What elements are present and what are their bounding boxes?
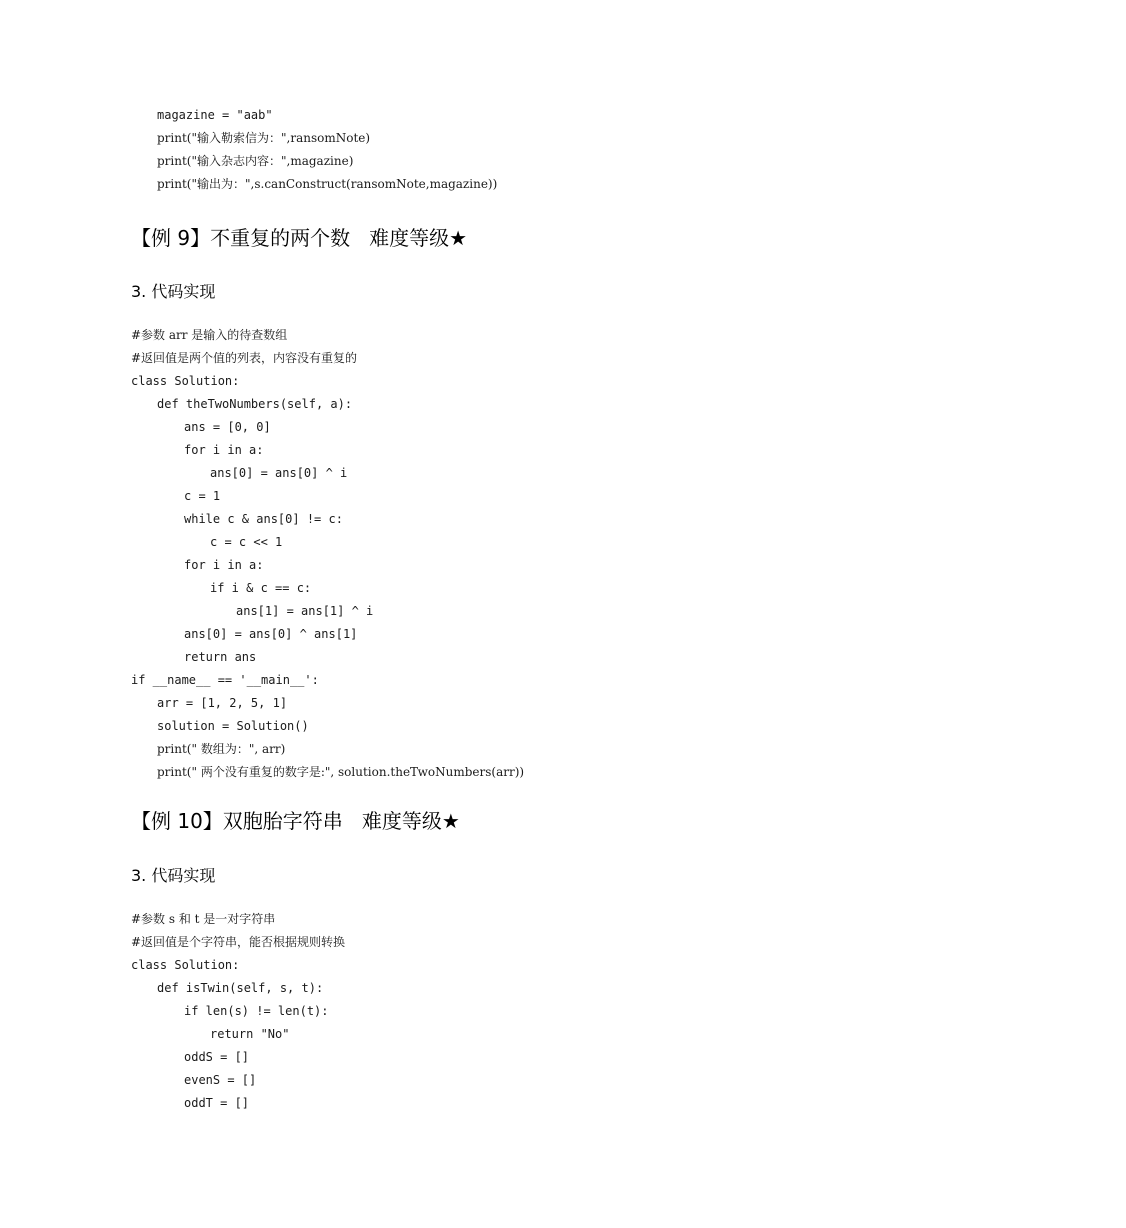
code-line: c = c << 1 xyxy=(210,535,283,549)
code-line: if __name__ == '__main__': xyxy=(131,673,319,687)
code-line: ans[0] = ans[0] ^ i xyxy=(210,466,348,480)
code-line: oddS = [] xyxy=(184,1050,250,1064)
code-line: ans[0] = ans[0] ^ ans[1] xyxy=(184,627,358,641)
code-line: while c & ans[0] != c: xyxy=(184,512,343,526)
code-line: class Solution: xyxy=(131,374,240,388)
code-line: return "No" xyxy=(210,1027,290,1041)
code-line: print(" 两个没有重复的数字是:", solution.theTwoNumbers(arr)) xyxy=(157,765,525,779)
code-line: return ans xyxy=(184,650,257,664)
code-line: print("输入勒索信为：",ransomNote) xyxy=(157,131,371,145)
code-line: ans = [0, 0] xyxy=(184,420,271,434)
code-comment: #返回值是两个值的列表，内容没有重复的 xyxy=(131,351,358,365)
code-line: arr = [1, 2, 5, 1] xyxy=(157,696,288,710)
code-line: for i in a: xyxy=(184,443,264,457)
code-line: magazine = "aab" xyxy=(157,108,273,122)
code-line: class Solution: xyxy=(131,958,240,972)
code-block-example-10 xyxy=(131,908,345,1115)
code-comment: #参数 s 和 t 是一对字符串 xyxy=(131,912,276,926)
code-line: if i & c == c: xyxy=(210,581,312,595)
code-line: def theTwoNumbers(self, a): xyxy=(157,397,353,411)
code-comment: #参数 arr 是输入的待查数组 xyxy=(131,328,288,342)
code-line: ans[1] = ans[1] ^ i xyxy=(236,604,374,618)
code-line: def isTwin(self, s, t): xyxy=(157,981,324,995)
code-line: print("输入杂志内容：",magazine) xyxy=(157,154,354,168)
code-line: print(" 数组为：", arr) xyxy=(157,742,286,756)
code-line: solution = Solution() xyxy=(157,719,309,733)
code-comment: #返回值是个字符串，能否根据规则转换 xyxy=(131,935,346,949)
code-block-previous xyxy=(131,104,497,196)
code-line: print("输出为：",s.canConstruct(ransomNote,magazine)) xyxy=(157,177,498,191)
section-title-example-9: 【例 9】不重复的两个数 难度等级★ xyxy=(131,226,468,250)
section-title-example-10: 【例 10】双胞胎字符串 难度等级★ xyxy=(131,809,460,833)
code-line: if len(s) != len(t): xyxy=(184,1004,329,1018)
code-line: evenS = [] xyxy=(184,1073,257,1087)
subsection-title-code: 3. 代码实现 xyxy=(131,282,216,301)
code-line: oddT = [] xyxy=(184,1096,250,1110)
code-line: c = 1 xyxy=(184,489,221,503)
subsection-title-code: 3. 代码实现 xyxy=(131,866,216,885)
code-block-example-9 xyxy=(131,324,524,784)
code-line: for i in a: xyxy=(184,558,264,572)
